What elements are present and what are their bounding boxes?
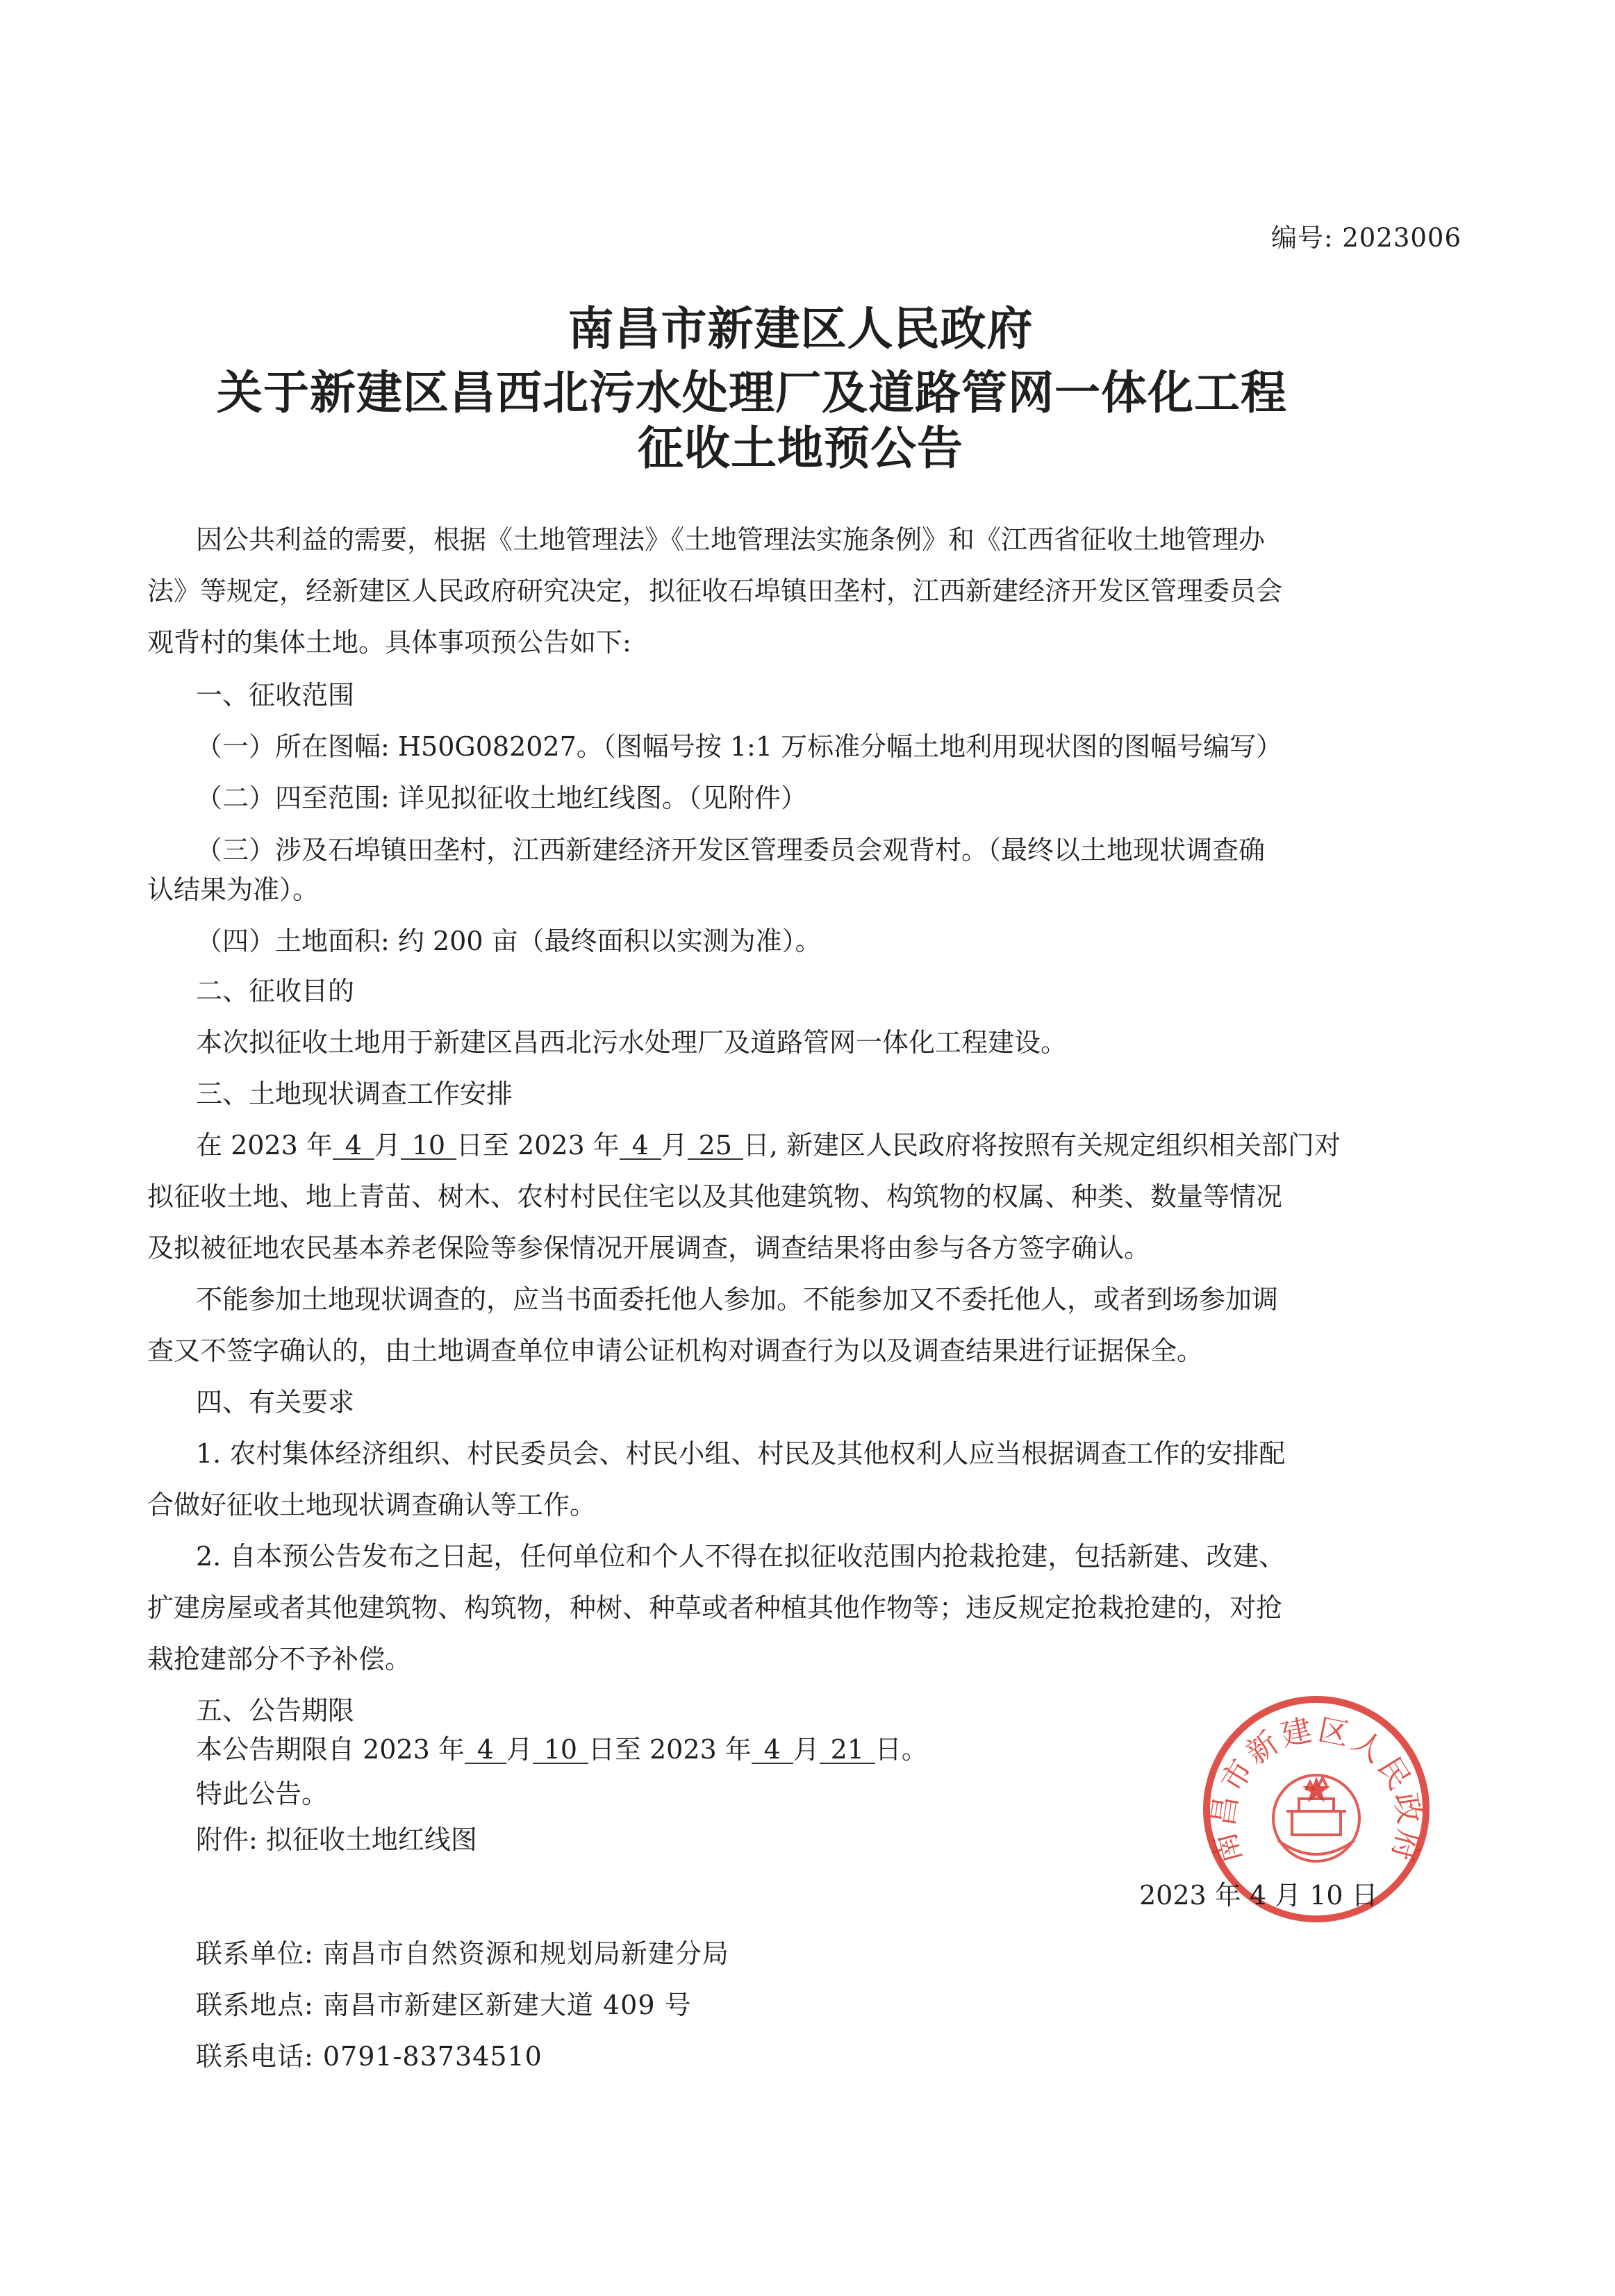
contact-unit: 联系单位: 南昌市自然资源和规划局新建分局	[196, 1938, 729, 1969]
survey-text-a: 在 2023 年	[196, 1130, 333, 1161]
section-5-heading: 五、公告期限	[196, 1695, 355, 1726]
period-text-a: 本公告期限自 2023 年	[196, 1734, 465, 1765]
section-1-heading: 一、征收范围	[196, 680, 355, 710]
scope-item-4: （四）土地面积: 约 200 亩（最终面积以实测为准）。	[196, 926, 822, 956]
title-line-3: 征收土地预公告	[638, 421, 963, 475]
survey-text-b: 月	[374, 1130, 401, 1161]
document-number: 编号: 2023006	[1271, 223, 1462, 253]
scope-item-2: （二）四至范围: 详见拟征收土地红线图。（见附件）	[196, 783, 807, 813]
title-line-2: 关于新建区昌西北污水处理厂及道路管网一体化工程	[217, 365, 1287, 419]
scope-item-3-line-1: （三）涉及石埠镇田垄村，江西新建经济开发区管理委员会观背村。（最终以土地现状调查确	[196, 835, 1266, 865]
survey-schedule-line-2: 拟征收土地、地上青苗、树木、农村村民住宅以及其他建筑物、构筑物的权属、种类、数量等情况	[147, 1181, 1283, 1212]
purpose-text: 本次拟征收土地用于新建区昌西北污水处理厂及道路管网一体化工程建设。	[196, 1027, 1068, 1058]
section-2-heading: 二、征收目的	[196, 976, 355, 1006]
attachment-text: 附件: 拟征收土地红线图	[196, 1824, 477, 1855]
survey-text-e: 日, 新建区人民政府将按照有关规定组织相关部门对	[743, 1130, 1341, 1161]
survey-end-day: 25	[688, 1132, 743, 1160]
scope-item-3-line-2: 认结果为准）。	[147, 874, 320, 905]
title-line-1: 南昌市新建区人民政府	[568, 301, 1034, 356]
intro-line-1: 因公共利益的需要，根据《土地管理法》《土地管理法实施条例》和《江西省征收土地管理办	[196, 524, 1266, 555]
period-start-day: 10	[533, 1736, 588, 1764]
contact-address: 联系地点: 南昌市新建区新建大道 409 号	[196, 1990, 692, 2020]
section-3-heading: 三、土地现状调查工作安排	[196, 1079, 513, 1109]
survey-start-month: 4	[333, 1132, 374, 1160]
intro-line-2: 法》等规定，经新建区人民政府研究决定，拟征收石埠镇田垄村，江西新建经济开发区管理委员会	[147, 576, 1283, 606]
survey-schedule-line-1	[196, 1132, 1467, 1160]
intro-line-3: 观背村的集体土地。具体事项预公告如下:	[147, 627, 631, 658]
survey-end-month: 4	[620, 1132, 661, 1160]
period-text-d: 月	[793, 1734, 820, 1765]
closing-text: 特此公告。	[196, 1779, 329, 1809]
period-text-c: 日至 2023 年	[588, 1734, 752, 1765]
survey-start-day: 10	[401, 1132, 456, 1160]
survey-proxy-line-1: 不能参加土地现状调查的，应当书面委托他人参加。不能参加又不委托他人，或者到场参加调	[196, 1284, 1279, 1315]
period-start-month: 4	[465, 1736, 506, 1764]
survey-proxy-line-2: 查又不签字确认的，由土地调查单位申请公证机构对调查行为以及调查结果进行证据保全。	[147, 1336, 1204, 1366]
contact-phone: 联系电话: 0791-83734510	[196, 2041, 543, 2072]
requirement-2-line-3: 栽抢建部分不予补偿。	[147, 1644, 412, 1674]
requirement-2-line-2: 扩建房屋或者其他建筑物、构筑物，种树、种草或者种植其他作物等；违反规定抢栽抢建的，对抢	[147, 1592, 1283, 1623]
survey-schedule-line-3: 及拟被征地农民基本养老保险等参保情况开展调查，调查结果将由参与各方签字确认。	[147, 1233, 1151, 1263]
scope-item-1: （一）所在图幅: H50G082027。（图幅号按 1:1 万标准分幅土地利用现状图的图幅号编写）	[196, 731, 1283, 762]
period-end-day: 21	[820, 1736, 875, 1764]
survey-text-d: 月	[661, 1130, 688, 1161]
survey-text-c: 日至 2023 年	[456, 1130, 620, 1161]
seal-text: 南昌市新建区人民政府	[1205, 1712, 1427, 1867]
period-text-b: 月	[506, 1734, 533, 1765]
requirement-1-line-1: 1. 农村集体经济组织、村民委员会、村民小组、村民及其他权利人应当根据调查工作的安排配	[196, 1438, 1286, 1469]
signature-date: 2023 年 4 月 10 日	[1139, 1880, 1378, 1911]
requirement-2-line-1: 2. 自本预公告发布之日起，任何单位和个人不得在拟征收范围内抢栽抢建，包括新建、改建、	[196, 1541, 1286, 1572]
period-end-month: 4	[752, 1736, 793, 1764]
section-4-heading: 四、有关要求	[196, 1387, 355, 1417]
period-text-e: 日。	[875, 1734, 928, 1765]
requirement-1-line-2: 合做好征收土地现状调查确认等工作。	[147, 1490, 597, 1520]
